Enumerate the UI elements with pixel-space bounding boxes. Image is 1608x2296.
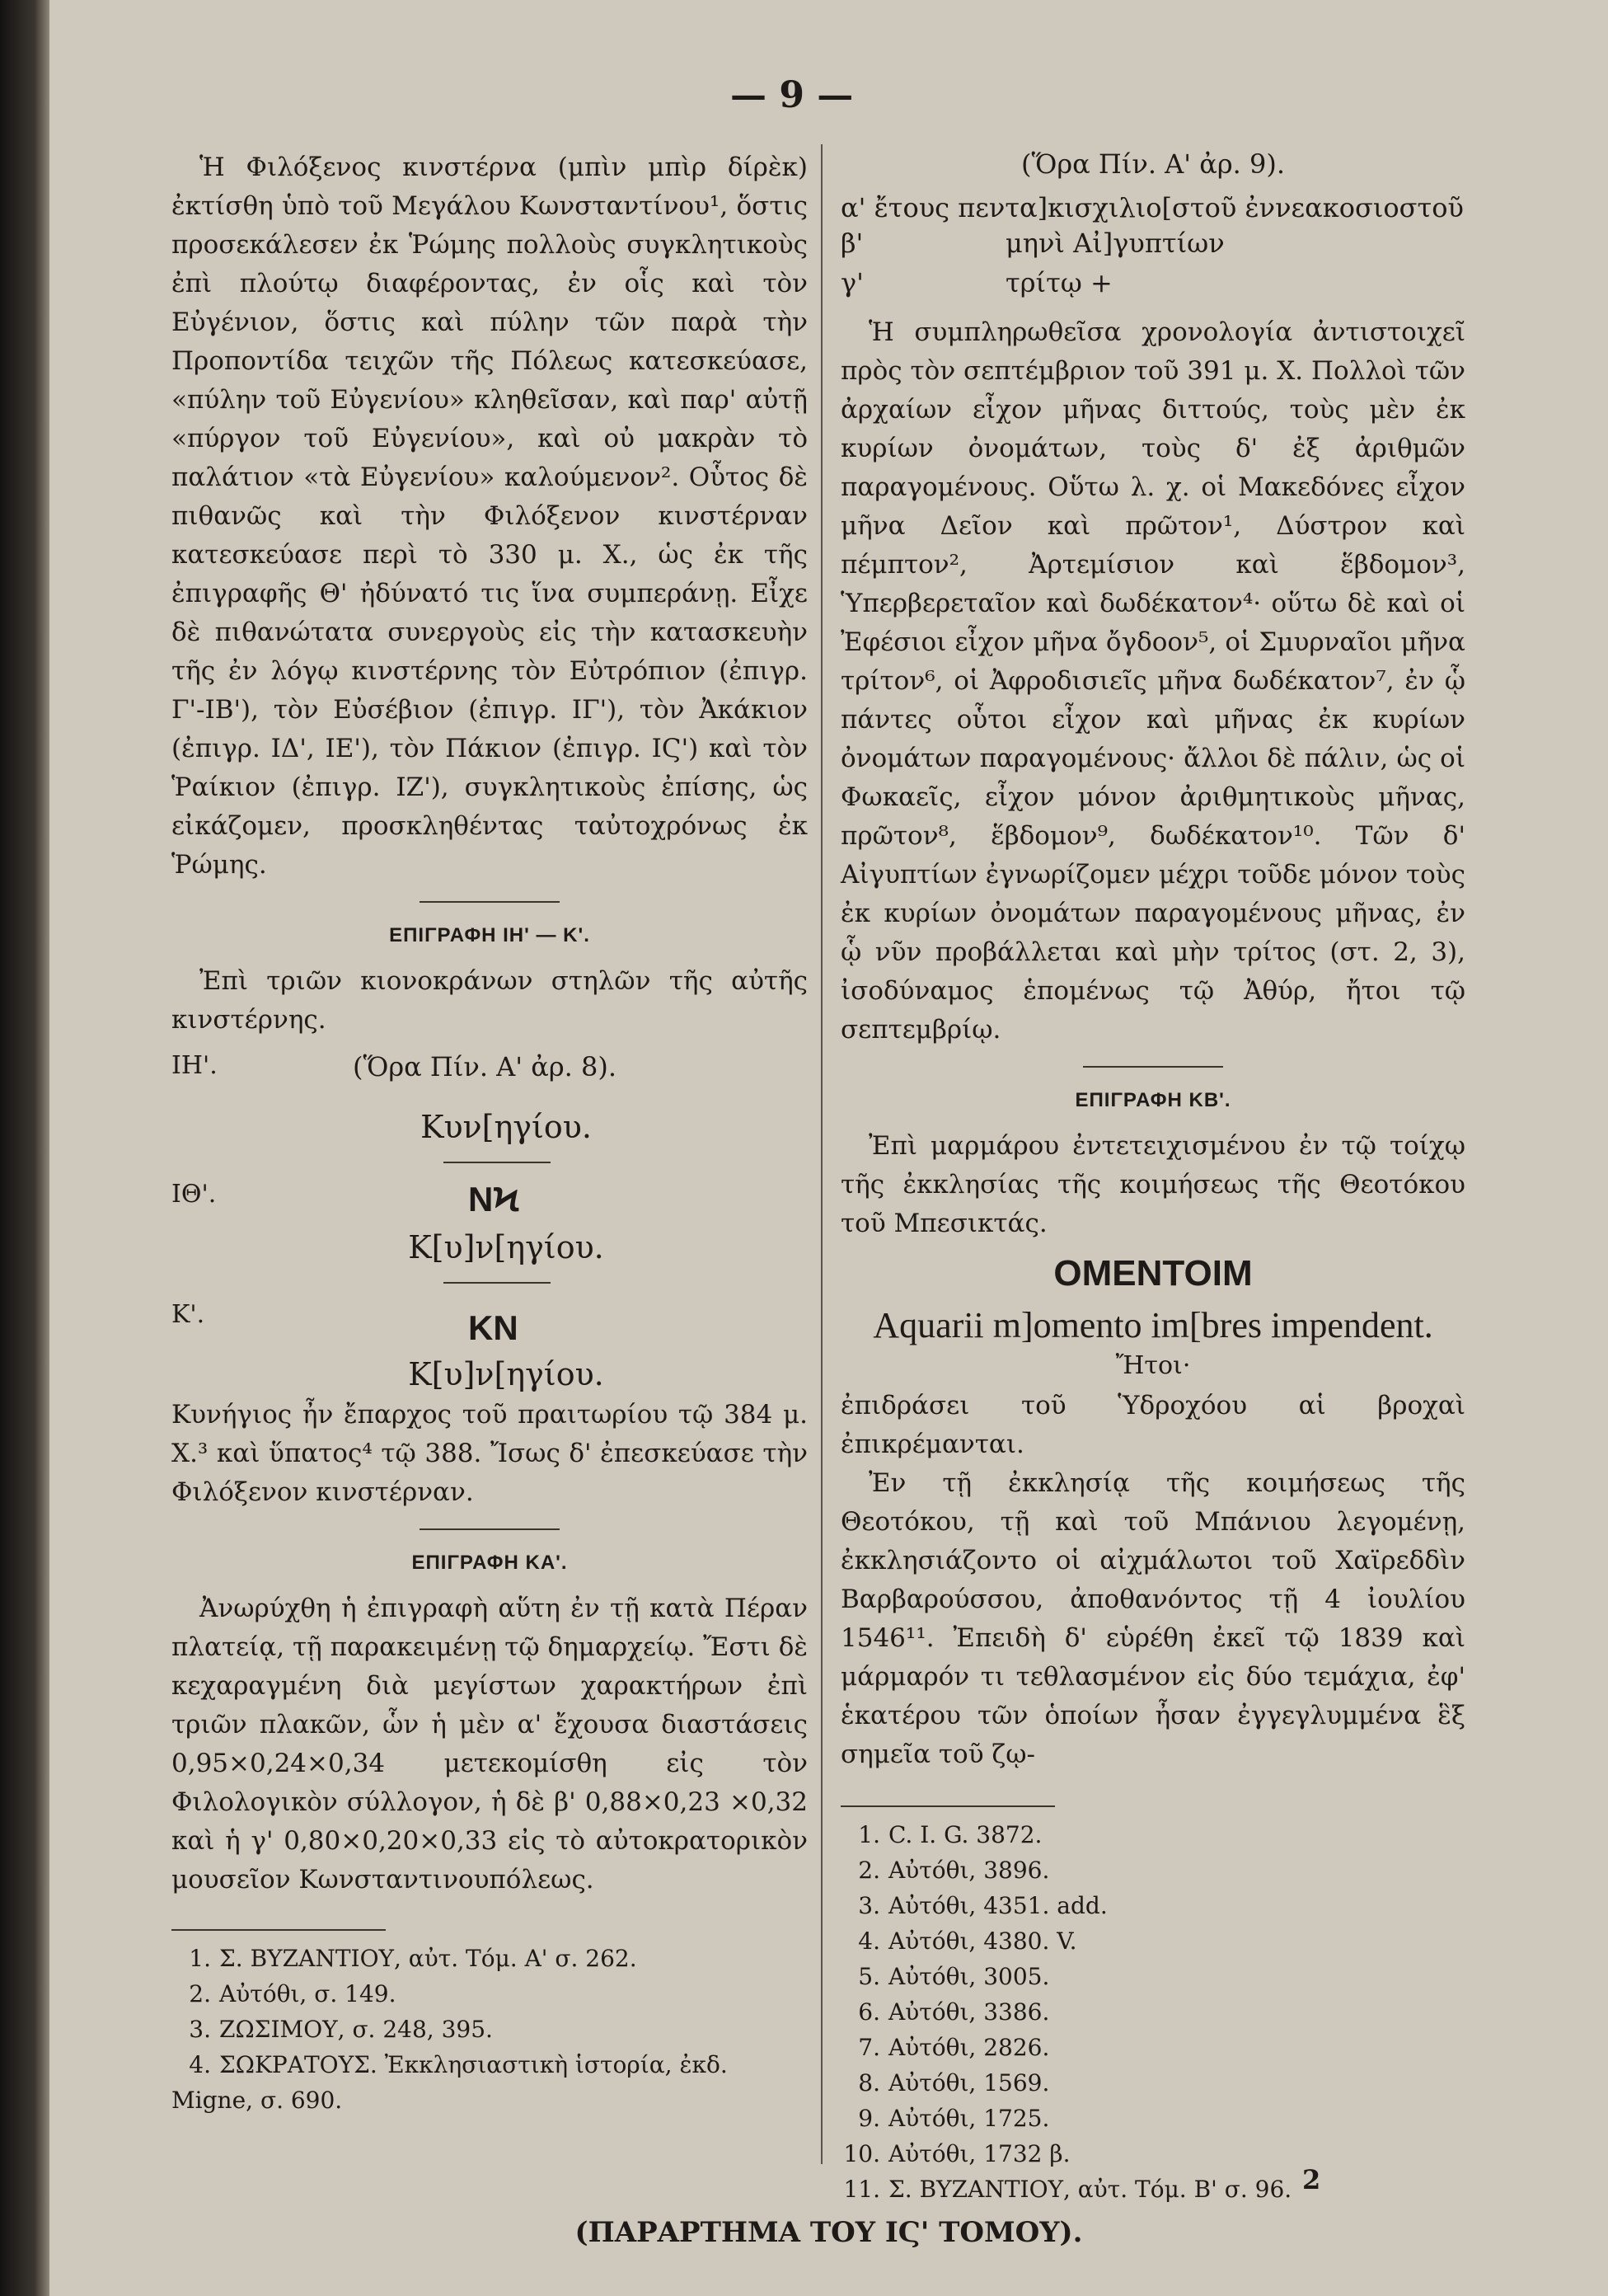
- church-paragraph: Ἐν τῇ ἐκκλησίᾳ τῆς κοιμήσεως τῆς Θεοτόκου, τῇ καὶ τοῦ Μπάνιου λεγομένῃ, ἐκκλησιάζοντο οἱ αἰχμάλωτοι τοῦ Χαϊρεδδὶν Βαρβαρούσσου, ἀποθανόντος τῇ 4 ἰουλίου 1546¹¹. Ἐπειδὴ δ' εὑρέθη ἐκεῖ τῷ 1839 καὶ μάρμαρόν τι τεθλασμένον εἰς δύο τεμάχια, ἐφ' ἑκατέρου τῶν ὁποίων ἦσαν ἐγγεγλυμμένα ἓξ σημεῖα τοῦ ζῳ-: [841, 1468, 1465, 1769]
- volume-caption: (ΠΑΡΑΡΤΗΜΑ ΤΟΥ ΙϚ' ΤΟΜΟΥ).: [574, 2216, 1083, 2249]
- inscription-description: Ἐπὶ τριῶν κιονοκράνων στηλῶν τῆς αὐτῆς κινστέρνης.: [171, 966, 808, 1035]
- kynegios-paragraph: Κυνήγιος ἦν ἔπαρχος τοῦ πραιτωρίου τῷ 384 μ. Χ.³ καὶ ὕπατος⁴ τῷ 388. Ἴσως δ' ἐπεσκεύασε τὴν Φιλόξενον κινστέρναν.: [171, 1400, 808, 1507]
- section-rule: [1083, 1066, 1223, 1068]
- inscription-monogram: ΝϞ: [468, 1180, 519, 1218]
- inscription-latin-original: OMENTOIM: [1053, 1253, 1253, 1294]
- left-column: [171, 148, 808, 2118]
- footnote: 4. Αὐτόθι, 4380. V.: [858, 1927, 1077, 1955]
- excavation-paragraph: Ἀνωρύχθη ἡ ἐπιγραφὴ αὕτη ἐν τῇ κατὰ Πέραν πλατείᾳ, τῇ παρακειμένῃ τῷ δημαρχείῳ. Ἔστι δὲ κεχαραγμένη διὰ μεγίστων χαρακτήρων ἐπὶ τριῶν πλακῶν, ὧν ἡ μὲν α' ἔχουσα διαστάσεις 0,95×0,24×0,34 μετεκομίσθη εἰς τὸν Φιλολογικὸν σύλλογον, ἡ δὲ β' 0,88×0,23 ×0,32 καὶ ἡ γ' 0,80×0,20×0,33 εἰς τὸ αὐτοκρατορικὸν μουσεῖον Κωνσταντινουπόλεως.: [171, 1594, 808, 1895]
- inscription-22-line-a: α' ἔτους πεντα]κισχιλιο[στοῦ ἐννεακοσιοστοῦ: [841, 192, 1464, 223]
- footnote: 1. C. I. G. 3872.: [858, 1821, 1043, 1848]
- translation-text: ἐπιδράσει τοῦ Ὑδροχόου αἱ βροχαὶ ἐπικρέμανται.: [841, 1391, 1465, 1459]
- plate-reference: (Ὅρα Πίν. Α' ἀρ. 8).: [353, 1051, 617, 1082]
- right-footnotes: [841, 1817, 1465, 2207]
- inscription-18: [171, 1051, 808, 1109]
- footnote: 4. ΣΩΚΡΑΤΟΥΣ. Ἐκκλησιαστικὴ ἱστορία, ἐκδ. Migne, σ. 690.: [171, 2051, 728, 2114]
- footnote: 8. Αὐτόθι, 1569.: [858, 2069, 1050, 2096]
- footnote-rule: [841, 1805, 1055, 1807]
- line-number: β': [841, 228, 864, 259]
- sheet-signature-number: 2: [1302, 2164, 1321, 2195]
- footnote-rule: [171, 1929, 386, 1931]
- inscription-20-text: Κ[υ]ν[ηγίου.: [408, 1356, 604, 1392]
- page-number: — 9 —: [730, 74, 854, 116]
- footnote: 9. Αὐτόθι, 1725.: [858, 2105, 1050, 2132]
- inscription-number: Κ'.: [171, 1300, 205, 1329]
- inscription-heading-22: ΕΠΙΓΡΑΦΗ ΚΒ'.: [1075, 1089, 1231, 1111]
- footnote: 1. Σ. ΒΥΖΑΝΤΙΟΥ, αὐτ. Τόμ. Α' σ. 262.: [189, 1945, 637, 1972]
- footnote: 11. Σ. ΒΥΖΑΝΤΙΟΥ, αὐτ. Τόμ. Β' σ. 96.: [843, 2176, 1292, 2203]
- footnote: 2. Αὐτόθι, σ. 149.: [189, 1980, 396, 2007]
- book-binding-edge: [0, 0, 49, 2296]
- inscription-number: ΙΘ'.: [171, 1180, 217, 1209]
- inscription-latin-restored: Aquarii m]omento im[bres impendent.: [873, 1305, 1433, 1345]
- inscription-description: Ἐπὶ μαρμάρου ἐντετειχισμένου ἐν τῷ τοίχῳ τῆς ἐκκλησίας τῆς κοιμήσεως τῆς Θεοτόκου τοῦ Μπεσικτάς.: [841, 1131, 1465, 1238]
- footnote: 3. ΖΩΣΙΜΟΥ, σ. 248, 395.: [189, 2016, 493, 2043]
- chronology-paragraph: Ἡ συμπληρωθεῖσα χρονολογία ἀντιστοιχεῖ πρὸς τὸν σεπτέμβριον τοῦ 391 μ. Χ. Πολλοὶ τῶν ἀρχαίων εἶχον μῆνας διττούς, τοὺς μὲν ἐκ κυρίων ὀνομάτων, τοὺς δ' ἐξ ἀριθμῶν παραγομένους. Οὕτω λ. χ. οἱ Μακεδόνες εἶχον μῆνα Δεῖον καὶ πρῶτον¹, Δύστρον καὶ πέμπτον², Ἀρτεμίσιον καὶ ἕβδομον³, Ὑπερβερεταῖον καὶ δωδέκατον⁴· οὕτω δὲ καὶ οἱ Ἐφέσιοι εἶχον μῆνα ὄγδοον⁵, οἱ Σμυρναῖοι μῆνα τρίτον⁶, οἱ Ἀφροδισιεῖς μῆνα δωδέκατον⁷, ἐν ᾧ πάντες οὗτοι εἶχον καὶ μῆνας ἐκ κυρίων ὀνομάτων παραγομένους· ἄλλοι δὲ πάλιν, ὡς οἱ Φωκαεῖς, εἶχον μόνον ἀριθμητικοὺς μῆνας, πρῶτον⁸, ἕβδομον⁹, δωδέκατον¹⁰. Τῶν δ' Αἰγυπτίων ἐγνωρίζομεν μέχρι τοῦδε μόνον τοὺς ἐκ κυρίων ὀνομάτων παραγομένους μῆνας, ἐν ᾧ νῦν προβάλλεται καὶ μὴν τρίτος (στ. 2, 3), ἰσοδύναμος ἑπομένως τῷ Ἀθύρ, ἤτοι τῷ σεπτεμβρίῳ.: [841, 317, 1465, 1045]
- line-text: μηνὶ Αἰ]γυπτίων: [1006, 228, 1225, 259]
- inscription-number: ΙΗ'.: [171, 1051, 218, 1080]
- inscription-19: [171, 1180, 808, 1221]
- plate-reference: (Ὅρα Πίν. Α' ἀρ. 9).: [1020, 148, 1286, 180]
- left-footnotes: [171, 1941, 808, 2118]
- section-rule: [420, 1528, 560, 1530]
- footnote: 10. Αὐτόθι, 1732 β.: [843, 2140, 1071, 2167]
- intro-paragraph: Ἡ Φιλόξενος κινστέρνα (μπὶν μπὶρ δίρὲκ) ἐκτίσθη ὑπὸ τοῦ Μεγάλου Κωνσταντίνου¹, ὅστις προσεκάλεσεν ἐκ Ῥώμης πολλοὺς συγκλητικοὺς ἐπὶ πλούτῳ διαφέροντας, ἐν οἷς καὶ τὸν Εὐγένιον, ὅστις καὶ πύλην τῶν παρὰ τὴν Προποντίδα τειχῶν τῆς Πόλεως κατεσκεύασε, «πύλην τοῦ Εὐγενίου» κληθεῖσαν, καὶ παρ' αὐτῇ «πύργον τοῦ Εὐγενίου», καὶ οὐ μακρὰν τὸ παλάτιον «τὰ Εὐγενίου» καλούμενον². Οὗτος δὲ πιθανῶς καὶ τὴν Φιλόξενον κινστέρναν κατεσκεύασε περὶ τὸ 330 μ. Χ., ὡς ἐκ τῆς ἐπιγραφῆς Θ' ἠδύνατό τις ἵνα συμπεράνῃ. Εἶχε δὲ πιθανώτατα συνεργοὺς εἰς τὴν κατασκευὴν τῆς ἐν λόγῳ κινστέρνης τὸν Εὐτρόπιον (ἐπιγρ. Γ'-ΙΒ'), τὸν Εὐσέβιον (ἐπιγρ. ΙΓ'), τὸν Ἀκάκιον (ἐπιγρ. ΙΔ', ΙΕ'), τὸν Πάκιον (ἐπιγρ. ΙϚ') καὶ τὸν Ῥαίκιον (ἐπιγρ. ΙΖ'), συγκλητικοὺς ἐπίσης, ὡς εἰκάζομεν, προσκληθέντας ταὐτοχρόνως ἐκ Ῥώμης.: [171, 153, 808, 880]
- translation-intro: Ἤτοι·: [1115, 1351, 1191, 1380]
- separator: [443, 1162, 551, 1163]
- right-column: [841, 148, 1465, 2207]
- book-page: [49, 0, 1608, 2296]
- inscription-22-line-b: [841, 228, 1465, 267]
- inscription-22-line-c: [841, 267, 1465, 313]
- footnote: 6. Αὐτόθι, 3386.: [858, 1998, 1050, 2026]
- separator: [443, 1282, 551, 1284]
- footnote: 2. Αὐτόθι, 3896.: [858, 1857, 1050, 1884]
- section-rule: [420, 901, 560, 903]
- line-number: γ': [841, 267, 864, 298]
- footnote: 7. Αὐτόθι, 2826.: [858, 2034, 1050, 2061]
- inscription-19-text: Κ[υ]ν[ηγίου.: [408, 1229, 604, 1265]
- inscription-20: [171, 1300, 808, 1347]
- inscription-heading-21: ΕΠΙΓΡΑΦΗ ΚΑ'.: [411, 1552, 568, 1574]
- column-divider: [821, 144, 823, 2164]
- inscription-monogram: ΚΝ: [468, 1308, 518, 1347]
- inscription-18-text: Κυν[ηγίου.: [420, 1109, 592, 1145]
- inscription-heading-18-20: ΕΠΙΓΡΑΦΗ ΙΗ' — Κ'.: [389, 924, 590, 946]
- line-text: τρίτῳ +: [1006, 267, 1113, 298]
- footnote: 3. Αὐτόθι, 4351. add.: [858, 1892, 1108, 1919]
- footnote: 5. Αὐτόθι, 3005.: [858, 1963, 1050, 1990]
